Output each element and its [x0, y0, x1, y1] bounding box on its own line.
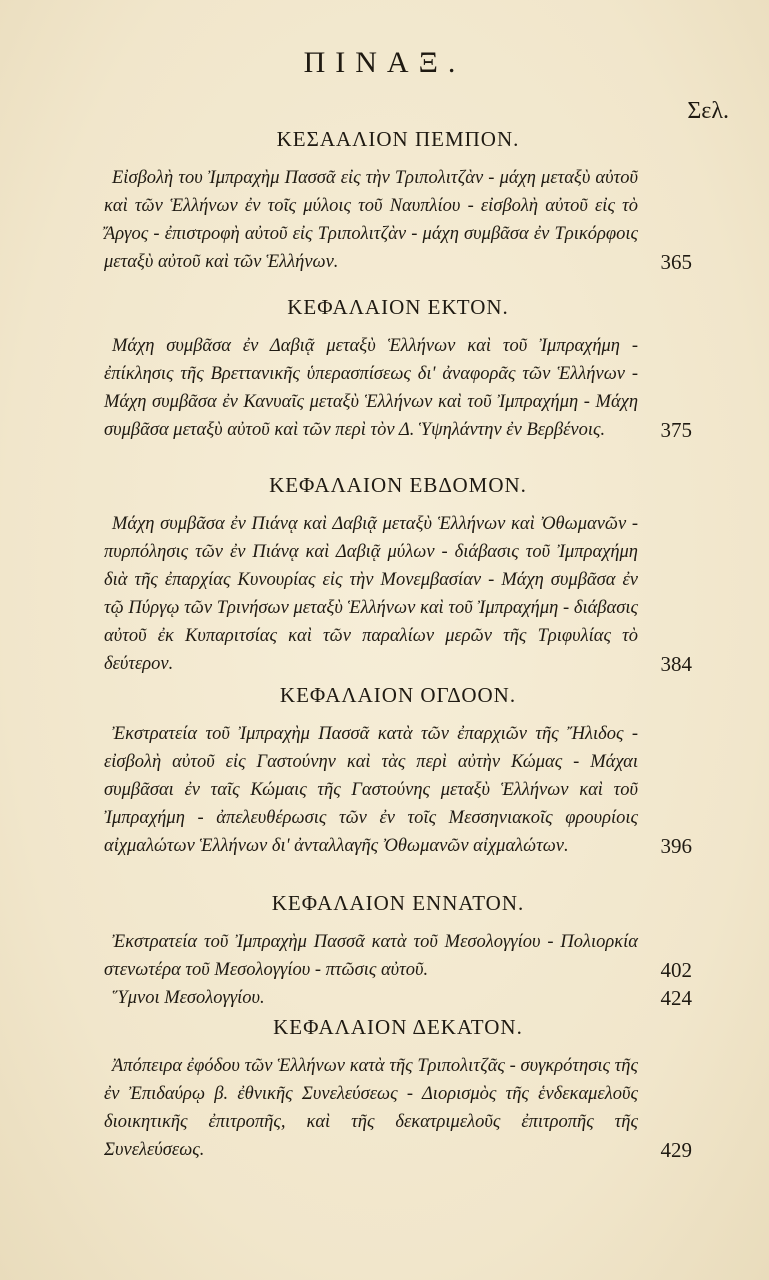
entry-page-number: 375 [660, 418, 692, 442]
entry-text: Μάχη συμβᾶσα ἐν Δαβιᾷ μεταξὺ Ἑλλήνων καὶ τοῦ Ἰμπραχήμη - ἐπίκλησις τῆς Βρεττανικῆς ὑπερασπίσεως δι' ἀναφορᾶς τῶν Ἑλλήνων - Μάχη συμβᾶσα ἐν Κανυαῖς μεταξὺ Ἑλλήνων καὶ τοῦ Ἰμπραχήμη - Μάχη συμβᾶσα μεταξὺ αὐτοῦ καὶ τῶν περὶ τὸν Δ. Ὑψηλάντην ἐν Βερβένοις. [104, 336, 638, 440]
chapter-heading: ΚΕΣΑΑΛΙΟΝ ΠΕΜΠΟΝ. [276, 127, 520, 151]
entry-page-number: 424 [660, 986, 692, 1010]
toc-entry [104, 510, 692, 678]
chapter-section [104, 1012, 692, 1164]
entry-page-number: 396 [660, 834, 692, 858]
entry-page-number: 365 [660, 250, 692, 274]
entry-page-number: 402 [660, 958, 692, 982]
entry-text: Ἐκστρατεία τοῦ Ἰμπραχὴμ Πασσᾶ κατὰ τῶν ἐπαρχιῶν τῆς Ἤλιδος - εἰσβολὴ αὐτοῦ εἰς Γαστούνην καὶ τὰς περὶ αὐτὴν Κώμας - Μάχαι συμβᾶσαι ἐν ταῖς Κώμαις τῆς Γαστούνης μεταξὺ Ἑλλήνων καὶ τοῦ Ἰμπραχήμη - ἀπελευθέρωσις τῶν ἐν τοῖς Μεσσηνιακοῖς φρουρίοις αἰχμαλώτων Ἑλλήνων δι' ἀνταλλαγῆς Ὀθωμανῶν αἰχμαλώτων. [104, 724, 638, 856]
toc-entry [104, 332, 692, 444]
chapter-section [104, 124, 692, 276]
entry-text: Ἐκστρατεία τοῦ Ἰμπραχὴμ Πασσᾶ κατὰ τοῦ Μεσολογγίου - Πολιορκία στενωτέρα τοῦ Μεσολογγίου - πτῶσις αὐτοῦ. [104, 932, 638, 980]
chapter-heading: ΚΕΦΑΛΑΙΟΝ ΕΝΝΑΤΟΝ. [271, 891, 525, 915]
entry-page-number: 384 [660, 652, 692, 676]
chapter-section [104, 680, 692, 860]
entry-text: Εἰσβολὴ του Ἰμπραχὴμ Πασσᾶ εἰς τὴν Τριπολιτζὰν - μάχη μεταξὺ αὐτοῦ καὶ τῶν Ἑλλήνων ἐν τοῖς μύλοις τοῦ Ναυπλίου - εἰσβολὴ αὐτοῦ εἰς τὸ Ἄργος - ἐπιστροφὴ αὐτοῦ εἰς Τριπολιτζὰν - μάχη συμβᾶσα ἐν Τρικόρφοις μεταξὺ αὐτοῦ καὶ τῶν Ἑλλήνων. [104, 168, 638, 272]
page-title: ΠΙΝΑΞ. [303, 46, 466, 79]
chapter-heading: ΚΕΦΑΛΑΙΟΝ ΕΒΔΟΜΟΝ. [269, 473, 527, 497]
toc-entry [104, 164, 692, 276]
chapter-section [104, 888, 692, 1012]
toc-entry [104, 720, 692, 860]
chapter-heading: ΚΕΦΑΛΑΙΟΝ ΔΕΚΑΤΟΝ. [273, 1015, 523, 1039]
entry-page-number: 429 [660, 1138, 692, 1162]
entry-text: Ὕμνοι Μεσολογγίου. [112, 988, 265, 1008]
toc-entry [104, 1052, 692, 1164]
chapter-section [104, 470, 692, 678]
toc-entry [104, 984, 692, 1012]
chapter-heading: ΚΕΦΑΛΑΙΟΝ ΟΓΔΟΟΝ. [279, 683, 517, 707]
chapter-section [104, 292, 692, 444]
entry-text: Μάχη συμβᾶσα ἐν Πιάνᾳ καὶ Δαβιᾷ μεταξὺ Ἑλλήνων καὶ Ὀθωμανῶν - πυρπόλησις τῶν ἐν Πιάνᾳ καὶ Δαβιᾷ μύλων - διάβασις τοῦ Ἰμπραχήμη διὰ τῆς ἐπαρχίας Κυνουρίας εἰς τὴν Μονεμβασίαν - Μάχη συμβᾶσα ἐν τῷ Πύργῳ τῶν Τρινήσων μεταξὺ Ἑλλήνων καὶ τοῦ Ἰμπραχήμη - διάβασις αὐτοῦ ἐκ Κυπαριτσίας καὶ τῶν παραλίων μερῶν τῆς Τριφυλίας τὸ δεύτερον. [104, 514, 638, 674]
page-column-label: Σελ. [687, 98, 729, 124]
entry-text: Ἀπόπειρα ἐφόδου τῶν Ἑλλήνων κατὰ τῆς Τριπολιτζᾶς - συγκρότησις τῆς ἐν Ἐπιδαύρῳ β. ἐθνικῆς Συνελεύσεως - Διορισμὸς τῆς ἑνδεκαμελοῦς διοικητικῆς ἐπιτροπῆς, καὶ τῆς δεκατριμελοῦς ἐπιτροπῆς τῆς Συνελεύσεως. [104, 1056, 638, 1160]
chapter-heading: ΚΕΦΑΛΑΙΟΝ ΕΚΤΟΝ. [287, 295, 509, 319]
toc-entry [104, 928, 692, 984]
